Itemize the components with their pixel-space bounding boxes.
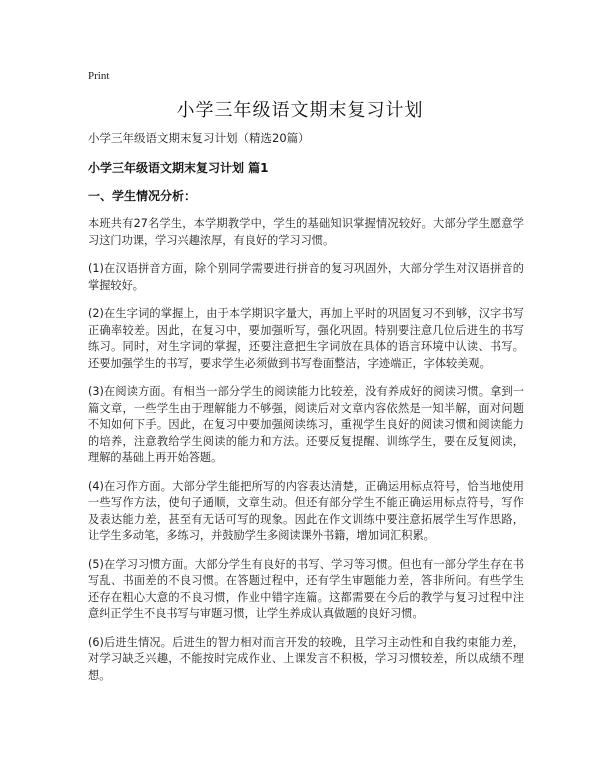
- section-heading: 一、学生情况分析：: [88, 189, 197, 203]
- page-title: 小学三年级语文期末复习计划: [176, 100, 424, 121]
- document-body: [88, 130, 524, 696]
- paragraph-pinyin: (1)在汉语拼音方面，除个别同学需要进行拼音的复习巩固外，大部分学生对汉语拼音的掌握较好。: [88, 262, 524, 292]
- paragraph-characters: (2)在生字词的掌握上，由于本学期识字量大，再加上平时的巩固复习不到够，汉字书写正确率较差。因此，在复习中，要加强听写，强化巩固。特别要注意几位后进生的书写练习。同时，对生字词的掌握，还要注意把生字词放在具体的语言环境中认读、书写。还要加强学生的书写，要求学生必须做到书写卷面整洁，字迹端正，字体较美观。: [88, 307, 524, 370]
- print-link[interactable]: Print: [88, 70, 110, 82]
- article-heading: 小学三年级语文期末复习计划 篇1: [88, 161, 269, 175]
- paragraph-intro: 本班共有27名学生，本学期教学中，学生的基础知识掌握情况较好。大部分学生愿意学习这门功课，学习兴趣浓厚，有良好的学习习惯。: [88, 217, 524, 247]
- paragraph-reading: (3)在阅读方面。有相当一部分学生的阅读能力比较差，没有养成好的阅读习惯。拿到一篇文章，一些学生由于理解能力不够强，阅读后对文章内容依然是一知半解，面对问题不知如何下手。因此，在复习中要加强阅读练习，重视学生良好的阅读习惯和阅读能力的培养，注意教给学生阅读的能力和方法。还要反复提醒、训练学生，要在反复阅读，理解的基础上再开始答题。: [88, 385, 524, 464]
- document-subtitle: 小学三年级语文期末复习计划（精选20篇）: [88, 131, 310, 145]
- paragraph-habits: (5)在学习习惯方面。大部分学生有良好的书写、学习等习惯。但也有一部分学生存在书写乱、书面差的不良习惯。在答题过程中，还有学生审题能力差，答非所问。有些学生还存在粗心大意的不良习惯，作业中错字连篇。这都需要在今后的教学与复习过程中注意纠正学生不良书写与审题习惯，让学生养成认真做题的良好习惯。: [88, 557, 524, 620]
- paragraph-writing: (4)在习作方面。大部分学生能把所写的内容表达清楚，正确运用标点符号，恰当地使用一些写作方法，使句子通顺，文章生动。但还有部分学生不能正确运用标点符号，写作及表达能力差，甚至有无话可写的现象。因此在作文训练中要注意拓展学生写作思路，让学生多动笔，多练习，并鼓励学生多阅读课外书籍，增加词汇积累。: [88, 479, 524, 542]
- paragraph-struggling-students: (6)后进生情况。后进生的智力相对而言开发的较晚，且学习主动性和自我约束能力差，对学习缺乏兴趣，不能按时完成作业、上课发言不积极，学习习惯较差，所以成绩不理想。: [88, 635, 524, 682]
